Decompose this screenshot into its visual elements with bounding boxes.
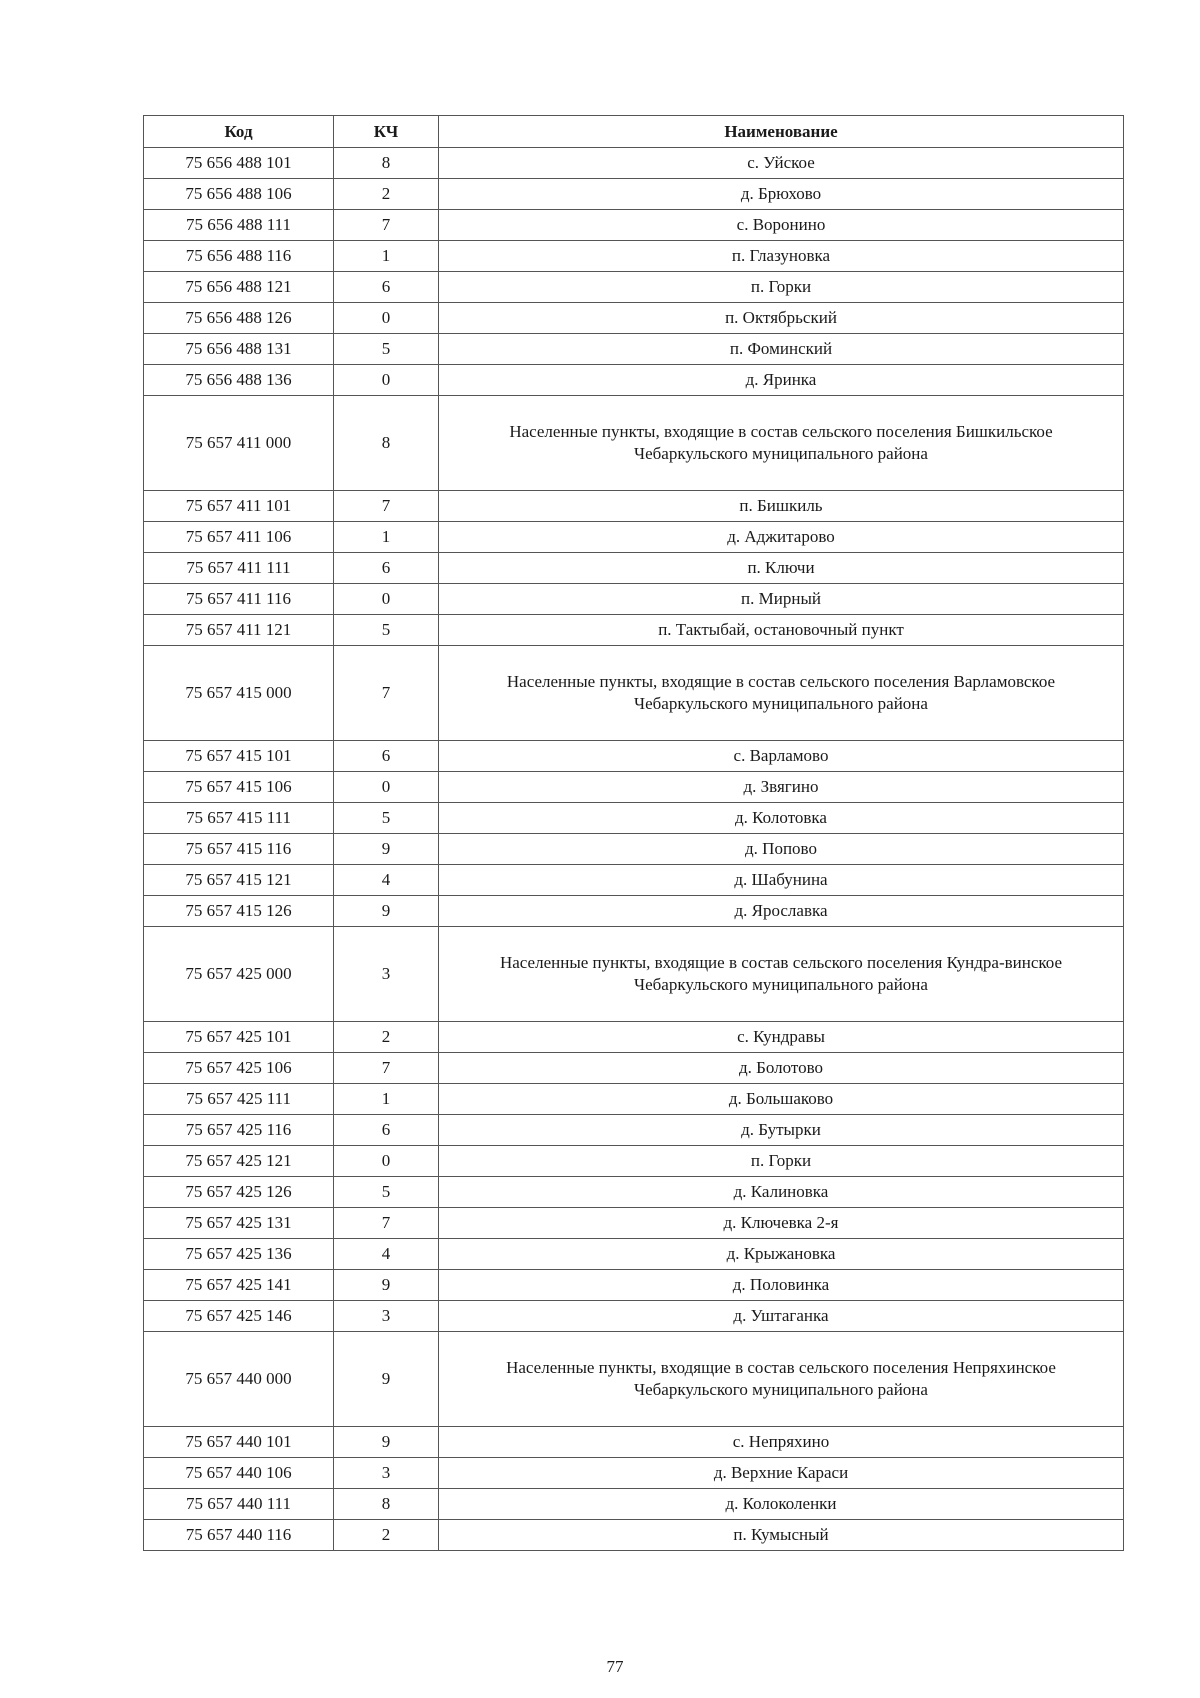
- kch-cell: 8: [334, 396, 439, 491]
- name-cell: п. Мирный: [439, 584, 1124, 615]
- table-row: [144, 584, 1124, 615]
- code-cell: 75 656 488 121: [144, 272, 334, 303]
- name-cell: д. Аджитарово: [439, 522, 1124, 553]
- name-cell: п. Октябрьский: [439, 303, 1124, 334]
- code-cell: 75 656 488 101: [144, 148, 334, 179]
- table-row: [144, 741, 1124, 772]
- code-cell: 75 656 488 131: [144, 334, 334, 365]
- table-row: [144, 241, 1124, 272]
- header-name: Наименование: [439, 116, 1124, 148]
- kch-cell: 3: [334, 1458, 439, 1489]
- name-cell: п. Горки: [439, 1146, 1124, 1177]
- name-cell: д. Колотовка: [439, 803, 1124, 834]
- name-cell: п. Ключи: [439, 553, 1124, 584]
- table-row: [144, 179, 1124, 210]
- kch-cell: 7: [334, 210, 439, 241]
- code-cell: 75 657 411 111: [144, 553, 334, 584]
- table-row: [144, 491, 1124, 522]
- kch-cell: 3: [334, 927, 439, 1022]
- table-header-row: [144, 116, 1124, 148]
- name-cell: п. Кумысный: [439, 1520, 1124, 1551]
- code-cell: 75 657 425 000: [144, 927, 334, 1022]
- table-group-row: [144, 396, 1124, 491]
- name-cell: Населенные пункты, входящие в состав сельского поселения Бишкильское Чебаркульского муниципального района: [439, 396, 1124, 491]
- table-row: [144, 1146, 1124, 1177]
- kch-cell: 5: [334, 1177, 439, 1208]
- code-cell: 75 657 425 121: [144, 1146, 334, 1177]
- kch-cell: 5: [334, 803, 439, 834]
- code-cell: 75 657 415 121: [144, 865, 334, 896]
- code-cell: 75 657 415 111: [144, 803, 334, 834]
- table-group-row: [144, 927, 1124, 1022]
- code-cell: 75 657 440 101: [144, 1427, 334, 1458]
- table-row: [144, 1084, 1124, 1115]
- name-cell: д. Половинка: [439, 1270, 1124, 1301]
- kch-cell: 8: [334, 148, 439, 179]
- header-code: Код: [144, 116, 334, 148]
- table-row: [144, 834, 1124, 865]
- kch-cell: 7: [334, 491, 439, 522]
- kch-cell: 6: [334, 272, 439, 303]
- code-cell: 75 657 425 111: [144, 1084, 334, 1115]
- table-row: [144, 615, 1124, 646]
- table-body: [144, 148, 1124, 1551]
- code-cell: 75 657 415 000: [144, 646, 334, 741]
- table-row: [144, 1427, 1124, 1458]
- name-cell: д. Калиновка: [439, 1177, 1124, 1208]
- name-cell: д. Верхние Караси: [439, 1458, 1124, 1489]
- table-row: [144, 1053, 1124, 1084]
- table-row: [144, 522, 1124, 553]
- name-cell: д. Болотово: [439, 1053, 1124, 1084]
- code-cell: 75 657 425 101: [144, 1022, 334, 1053]
- code-cell: 75 657 415 101: [144, 741, 334, 772]
- code-cell: 75 657 411 000: [144, 396, 334, 491]
- code-cell: 75 657 425 106: [144, 1053, 334, 1084]
- kch-cell: 1: [334, 1084, 439, 1115]
- table-row: [144, 1301, 1124, 1332]
- code-cell: 75 657 425 116: [144, 1115, 334, 1146]
- table-row: [144, 303, 1124, 334]
- name-cell: д. Уштаганка: [439, 1301, 1124, 1332]
- table-row: [144, 1270, 1124, 1301]
- name-cell: Населенные пункты, входящие в состав сельского поселения Варламовское Чебаркульского муниципального района: [439, 646, 1124, 741]
- name-cell: Населенные пункты, входящие в состав сельского поселения Кундра-винское Чебаркульского муниципального района: [439, 927, 1124, 1022]
- kch-cell: 2: [334, 179, 439, 210]
- code-cell: 75 656 488 136: [144, 365, 334, 396]
- settlements-table: [143, 115, 1124, 1551]
- kch-cell: 1: [334, 241, 439, 272]
- kch-cell: 6: [334, 553, 439, 584]
- code-cell: 75 657 411 121: [144, 615, 334, 646]
- table-row: [144, 1489, 1124, 1520]
- code-cell: 75 657 425 136: [144, 1239, 334, 1270]
- table-row: [144, 1022, 1124, 1053]
- table-row: [144, 148, 1124, 179]
- table-row: [144, 865, 1124, 896]
- kch-cell: 9: [334, 834, 439, 865]
- kch-cell: 7: [334, 1053, 439, 1084]
- code-cell: 75 657 411 101: [144, 491, 334, 522]
- kch-cell: 9: [334, 1427, 439, 1458]
- table-row: [144, 1177, 1124, 1208]
- name-cell: д. Ярославка: [439, 896, 1124, 927]
- code-cell: 75 657 411 116: [144, 584, 334, 615]
- code-cell: 75 657 425 141: [144, 1270, 334, 1301]
- name-cell: с. Воронино: [439, 210, 1124, 241]
- name-cell: п. Горки: [439, 272, 1124, 303]
- name-cell: п. Тактыбай, остановочный пункт: [439, 615, 1124, 646]
- table-row: [144, 1520, 1124, 1551]
- name-cell: д. Ключевка 2-я: [439, 1208, 1124, 1239]
- kch-cell: 9: [334, 1332, 439, 1427]
- table-row: [144, 803, 1124, 834]
- table-row: [144, 1458, 1124, 1489]
- table-row: [144, 896, 1124, 927]
- code-cell: 75 657 415 106: [144, 772, 334, 803]
- code-cell: 75 657 425 126: [144, 1177, 334, 1208]
- name-cell: д. Попово: [439, 834, 1124, 865]
- kch-cell: 6: [334, 741, 439, 772]
- kch-cell: 0: [334, 1146, 439, 1177]
- name-cell: с. Уйское: [439, 148, 1124, 179]
- kch-cell: 5: [334, 615, 439, 646]
- code-cell: 75 657 425 146: [144, 1301, 334, 1332]
- kch-cell: 9: [334, 1270, 439, 1301]
- table-row: [144, 334, 1124, 365]
- kch-cell: 0: [334, 303, 439, 334]
- kch-cell: 7: [334, 1208, 439, 1239]
- code-cell: 75 657 440 111: [144, 1489, 334, 1520]
- table-row: [144, 210, 1124, 241]
- name-cell: д. Бутырки: [439, 1115, 1124, 1146]
- name-cell: п. Фоминский: [439, 334, 1124, 365]
- kch-cell: 0: [334, 772, 439, 803]
- name-cell: д. Крыжановка: [439, 1239, 1124, 1270]
- table-row: [144, 272, 1124, 303]
- name-cell: с. Непряхино: [439, 1427, 1124, 1458]
- kch-cell: 2: [334, 1022, 439, 1053]
- code-cell: 75 656 488 111: [144, 210, 334, 241]
- code-cell: 75 657 425 131: [144, 1208, 334, 1239]
- header-kch: КЧ: [334, 116, 439, 148]
- name-cell: д. Брюхово: [439, 179, 1124, 210]
- table-row: [144, 1115, 1124, 1146]
- kch-cell: 8: [334, 1489, 439, 1520]
- kch-cell: 5: [334, 334, 439, 365]
- code-cell: 75 657 415 126: [144, 896, 334, 927]
- name-cell: д. Яринка: [439, 365, 1124, 396]
- code-cell: 75 656 488 116: [144, 241, 334, 272]
- name-cell: д. Звягино: [439, 772, 1124, 803]
- kch-cell: 4: [334, 1239, 439, 1270]
- table-row: [144, 1208, 1124, 1239]
- code-cell: 75 657 440 106: [144, 1458, 334, 1489]
- kch-cell: 0: [334, 365, 439, 396]
- table-row: [144, 1239, 1124, 1270]
- code-cell: 75 656 488 126: [144, 303, 334, 334]
- name-cell: с. Кундравы: [439, 1022, 1124, 1053]
- kch-cell: 6: [334, 1115, 439, 1146]
- name-cell: д. Колоколенки: [439, 1489, 1124, 1520]
- name-cell: п. Бишкиль: [439, 491, 1124, 522]
- kch-cell: 1: [334, 522, 439, 553]
- table-row: [144, 553, 1124, 584]
- code-cell: 75 656 488 106: [144, 179, 334, 210]
- code-cell: 75 657 411 106: [144, 522, 334, 553]
- kch-cell: 4: [334, 865, 439, 896]
- kch-cell: 9: [334, 896, 439, 927]
- kch-cell: 0: [334, 584, 439, 615]
- kch-cell: 3: [334, 1301, 439, 1332]
- code-cell: 75 657 415 116: [144, 834, 334, 865]
- name-cell: п. Глазуновка: [439, 241, 1124, 272]
- table-row: [144, 365, 1124, 396]
- name-cell: с. Варламово: [439, 741, 1124, 772]
- name-cell: Населенные пункты, входящие в состав сельского поселения Непряхинское Чебаркульского муниципального района: [439, 1332, 1124, 1427]
- page-number: 77: [606, 1657, 624, 1676]
- table-group-row: [144, 1332, 1124, 1427]
- code-cell: 75 657 440 000: [144, 1332, 334, 1427]
- table-group-row: [144, 646, 1124, 741]
- kch-cell: 2: [334, 1520, 439, 1551]
- table-row: [144, 772, 1124, 803]
- name-cell: д. Шабунина: [439, 865, 1124, 896]
- name-cell: д. Большаково: [439, 1084, 1124, 1115]
- code-cell: 75 657 440 116: [144, 1520, 334, 1551]
- kch-cell: 7: [334, 646, 439, 741]
